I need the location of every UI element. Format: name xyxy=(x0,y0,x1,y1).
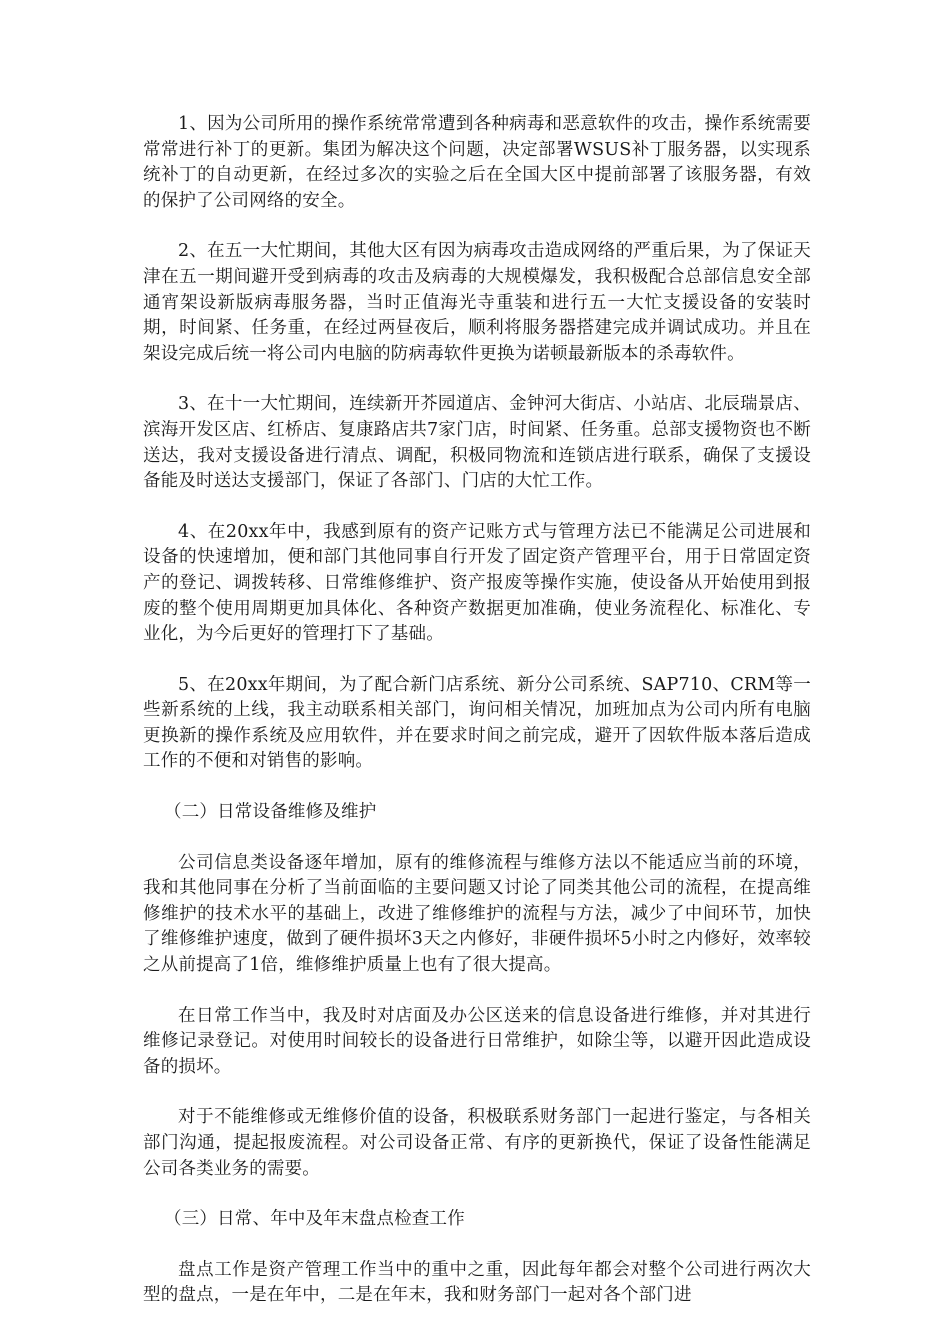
document-page xyxy=(143,112,811,1334)
paragraph-item-4: 4、在20xx年中，我感到原有的资产记账方式与管理方法已不能满足公司进展和设备的快速增加，便和部门其他同事自行开发了固定资产管理平台，用于日常固定资产的登记、调拨转移、日常维修维护、资产报废等操作实施，使设备从开始使用到报废的整个使用周期更加具体化、各种资产数据更加准确，使业务流程化、标准化、专业化，为今后更好的管理打下了基础。 xyxy=(143,521,811,645)
paragraph-scrap-process: 对于不能维修或无维修价值的设备，积极联系财务部门一起进行鉴定，与各相关部门沟通，提起报废流程。对公司设备正常、有序的更新换代，保证了设备性能满足公司各类业务的需要。 xyxy=(143,1107,811,1179)
section-heading-inventory: （三）日常、年中及年末盘点检查工作 xyxy=(164,1209,465,1230)
paragraph-item-5: 5、在20xx年期间，为了配合新门店系统、新分公司系统、SAP710、CRM等一些新系统的上线，我主动联系相关部门，询问相关情况，加班加点为公司内所有电脑更换新的操作系统及应用软件，并在要求时间之前完成，避开了因软件版本落后造成工作的不便和对销售的影响。 xyxy=(143,674,811,772)
section-heading-maintenance: （二）日常设备维修及维护 xyxy=(164,802,377,823)
paragraph-maintenance-process: 公司信息类设备逐年增加，原有的维修流程与维修方法以不能适应当前的环境，我和其他同事在分析了当前面临的主要问题又讨论了同类其他公司的流程，在提高维修维护的技术水平的基础上，改进了维修维护的流程与方法，减少了中间环节，加快了维修维护速度，做到了硬件损坏3天之内修好，非硬件损坏5小时之内修好，效率较之从前提高了1倍，维修维护质量上也有了很大提高。 xyxy=(143,852,811,976)
paragraph-item-3: 3、在十一大忙期间，连续新开芥园道店、金钟河大街店、小站店、北辰瑞景店、滨海开发区店、红桥店、复康路店共7家门店，时间紧、任务重。总部支援物资也不断送达，我对支援设备进行清点、调配，积极同物流和连锁店进行联系，确保了支援设备能及时送达支援部门，保证了各部门、门店的大忙工作。 xyxy=(143,394,811,492)
paragraph-daily-repair: 在日常工作当中，我及时对店面及办公区送来的信息设备进行维修，并对其进行维修记录登记。对使用时间较长的设备进行日常维护，如除尘等，以避开因此造成设备的损坏。 xyxy=(143,1005,811,1077)
paragraph-item-1: 1、因为公司所用的操作系统常常遭到各种病毒和恶意软件的攻击，操作系统需要常常进行补丁的更新。集团为解决这个问题，决定部署WSUS补丁服务器，以实现系统补丁的自动更新，在经过多次的实验之后在全国大区中提前部署了该服务器，有效的保护了公司网络的安全。 xyxy=(143,114,811,211)
paragraph-inventory: 盘点工作是资产管理工作当中的重中之重，因此每年都会对整个公司进行两次大型的盘点，一是在年中，二是在年末，我和财务部门一起对各个部门进 xyxy=(143,1259,811,1306)
paragraph-item-2: 2、在五一大忙期间，其他大区有因为病毒攻击造成网络的严重后果，为了保证天津在五一期间避开受到病毒的攻击及病毒的大规模爆发，我积极配合总部信息安全部通宵架设新版病毒服务器，当时正值海光寺重装和进行五一大忙支援设备的安装时期，时间紧、任务重，在经过两昼夜后，顺利将服务器搭建完成并调试成功。并且在架设完成后统一将公司内电脑的防病毒软件更换为诺顿最新版本的杀毒软件。 xyxy=(143,241,811,364)
